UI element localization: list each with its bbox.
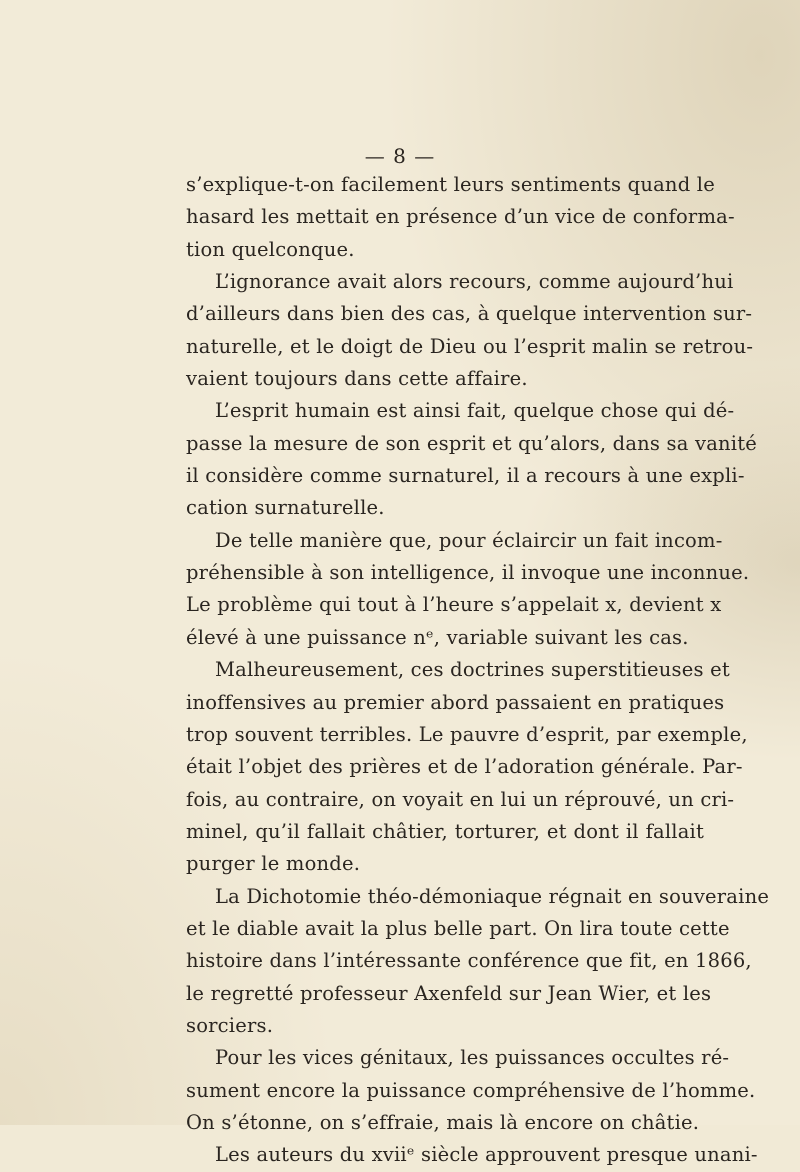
text-line: et le diable avait la plus belle part. On lira toute cette [186, 916, 730, 940]
text-line: tion quelconque. [186, 237, 355, 261]
text-line: La Dichotomie théo-démoniaque régnait en souveraine [215, 884, 770, 908]
text-line: L’ignorance avait alors recours, comme aujourd’hui [215, 270, 734, 294]
text-line: vaient toujours dans cette affaire. [186, 367, 528, 391]
text-line: d’ailleurs dans bien des cas, à quelque intervention sur- [186, 302, 753, 326]
page-number: — 8 — [364, 144, 436, 168]
text-line: trop souvent terribles. Le pauvre d’esprit, par exemple, [186, 722, 748, 746]
text-line: sument encore la puissance compréhensive de l’homme. [186, 1078, 756, 1102]
text-line: sorciers. [186, 1013, 274, 1037]
text-line: On s’étonne, on s’effraie, mais là encore on châtie. [186, 1110, 700, 1134]
text-line: L’esprit humain est ainsi fait, quelque chose qui dé- [215, 399, 735, 423]
text-line: cation surnaturelle. [186, 496, 385, 520]
text-line: inoffensives au premier abord passaient en pratiques [186, 690, 725, 714]
text-line: préhensible à son intelligence, il invoque une inconnue. [186, 561, 750, 585]
text-line: purger le monde. [186, 852, 361, 876]
text-line: De telle manière que, pour éclaircir un fait incom- [215, 528, 723, 552]
text-line: passe la mesure de son esprit et qu’alors, dans sa vanité [186, 431, 757, 455]
text-line: histoire dans l’intéressante conférence que fit, en 1866, [186, 949, 752, 973]
body-text [186, 169, 770, 1172]
text-line: Les auteurs du xviiᵉ siècle approuvent presque unani- [215, 1143, 758, 1167]
text-line: Le problème qui tout à l’heure s’appelait x, devient x [186, 593, 722, 617]
text-line: hasard les mettait en présence d’un vice de conforma- [186, 205, 735, 229]
text-line: il considère comme surnaturel, il a recours à une expli- [186, 464, 745, 488]
text-line: élevé à une puissance nᵉ, variable suivant les cas. [186, 625, 689, 649]
text-line: Malheureusement, ces doctrines superstitieuses et [215, 658, 730, 682]
text-line: minel, qu’il fallait châtier, torturer, et dont il fallait [186, 819, 704, 843]
text-line: s’explique-t-on facilement leurs sentiments quand le [186, 173, 715, 196]
text-line: Pour les vices génitaux, les puissances occultes ré- [215, 1046, 730, 1070]
text-line: le regretté professeur Axenfeld sur Jean Wier, et les [186, 981, 712, 1005]
text-line: était l’objet des prières et de l’adoration générale. Par- [186, 755, 743, 779]
text-line: naturelle, et le doigt de Dieu ou l’esprit malin se retrou- [186, 334, 754, 358]
text-line: fois, au contraire, on voyait en lui un réprouvé, un cri- [186, 787, 735, 811]
